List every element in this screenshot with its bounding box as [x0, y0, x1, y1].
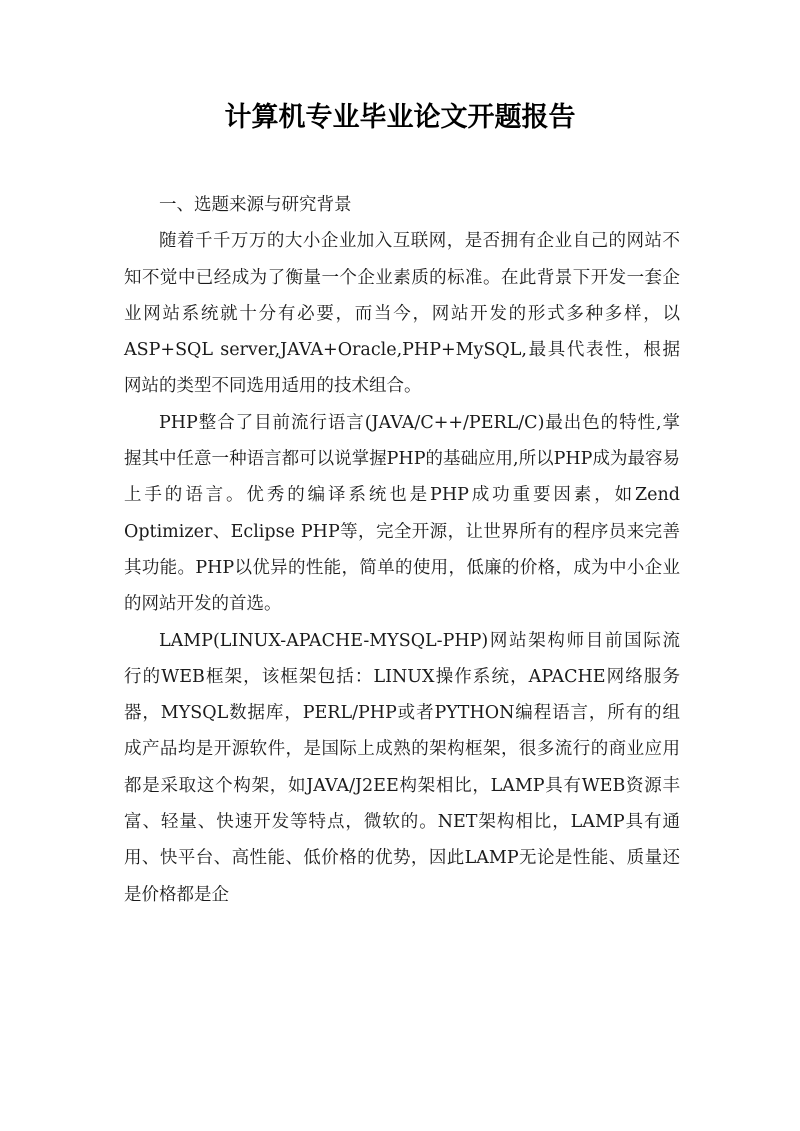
- paragraph-lamp: LAMP(LINUX-APACHE-MYSQL-PHP)网站架构师目前国际流行的WEB框架，该框架包括：LINUX操作系统，APACHE网络服务器，MYSQL数据库，PERL/PHP或者PYTHON编程语言，所有的组成产品均是开源软件，是国际上成熟的架构框架，很多流行的商业应用都是采取这个构架，如JAVA/J2EE构架相比，LAMP具有WEB资源丰富、轻量、快速开发等特点，微软的。NET架构相比，LAMP具有通用、快平台、高性能、低价格的优势，因此LAMP无论是性能、质量还是价格都是企: [124, 630, 680, 905]
- document-title: 计算机专业毕业论文开题报告: [224, 102, 576, 133]
- section-heading: 一、选题来源与研究背景: [159, 195, 352, 215]
- document-body: [124, 187, 680, 913]
- paragraph-background: 随着千千万万的大小企业加入互联网，是否拥有企业自己的网站不知不觉中已经成为了衡量一个企业素质的标准。在此背景下开发一套企业网站系统就十分有必要，而当今，网站开发的形式多种多样，以ASP+SQL server,JAVA+Oracle,PHP+MySQL,最具代表性，根据网站的类型不同选用适用的技术组合。: [124, 231, 680, 397]
- paragraph-php: PHP整合了目前流行语言(JAVA/C++/PERL/C)最出色的特性,掌握其中任意一种语言都可以说掌握PHP的基础应用,所以PHP成为最容易上手的语言。优秀的编译系统也是PHP成功重要因素，如Zend Optimizer、Eclipse PHP等，完全开源，让世界所有的程序员来完善其功能。PHP以优异的性能，简单的使用，低廉的价格，成为中小企业的网站开发的首选。: [124, 412, 680, 615]
